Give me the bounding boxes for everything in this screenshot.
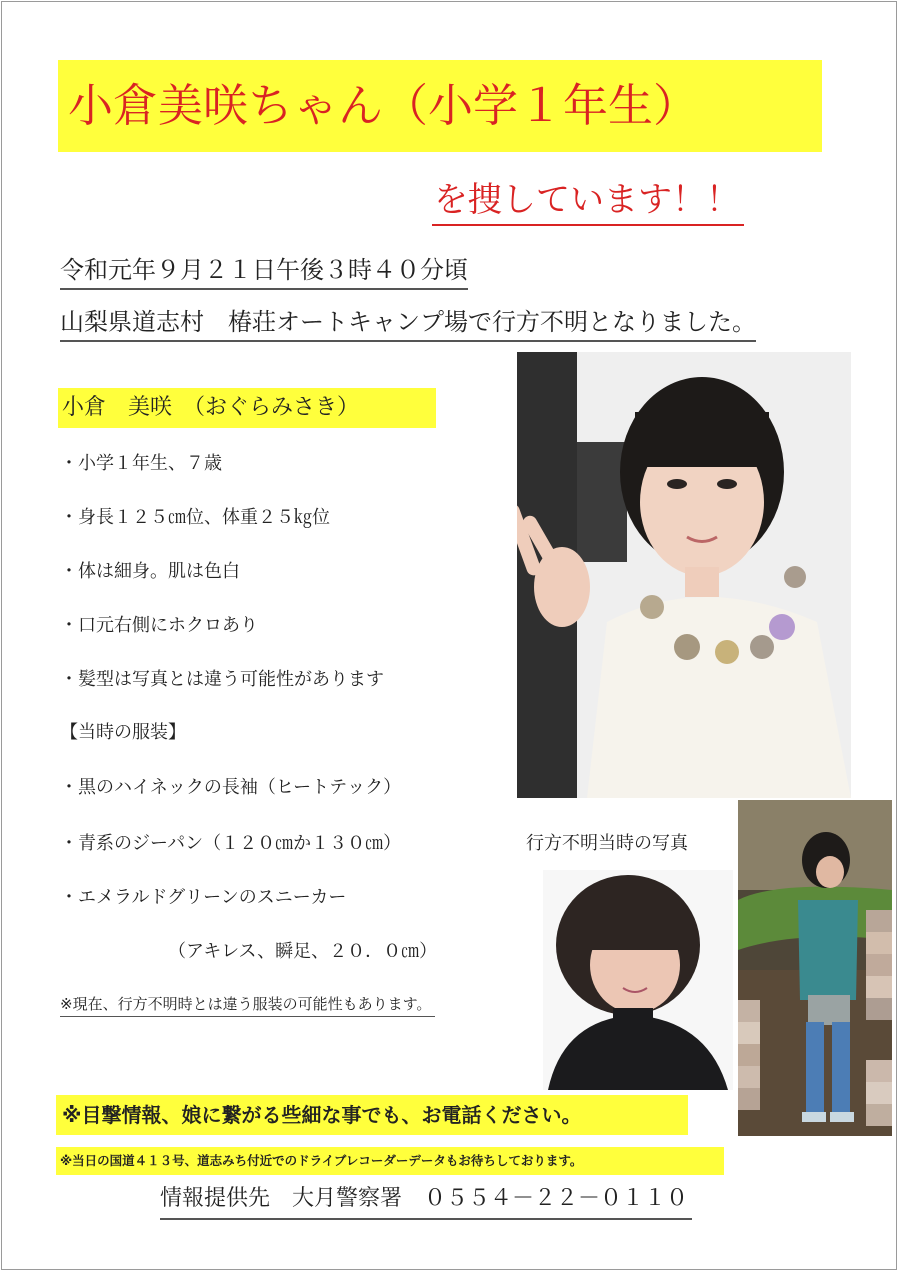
feature-item: ・身長１２５㎝位、体重２５㎏位 [60, 507, 330, 528]
poster-subtitle: を捜しています！！ [432, 176, 744, 226]
portrait-photo [517, 352, 851, 798]
clothing-item: ・青系のジーパン（１２０㎝か１３０㎝） [60, 833, 402, 854]
black-top-image [543, 870, 733, 1090]
feature-item: ・口元右側にホクロあり [60, 615, 258, 636]
clothing-header: 【当時の服装】 [60, 722, 186, 743]
clothing-item: ・エメラルドグリーンのスニーカー [60, 887, 347, 908]
photo-caption: 行方不明当時の写真 [526, 833, 688, 854]
sighting-callout: ※目撃情報、娘に繋がる些細な事でも、お電話ください。 [56, 1095, 688, 1135]
feature-item: ・髪型は写真とは違う可能性があります [60, 669, 384, 690]
clothing-item: （アキレス、瞬足、２０．０㎝） [168, 941, 438, 962]
feature-item: ・体は細身。肌は色白 [60, 561, 240, 582]
missing-datetime: 令和元年９月２１日午後３時４０分頃 [60, 252, 468, 290]
child-name: 小倉 美咲 （おぐらみさき） [58, 388, 436, 428]
forest-photo [738, 800, 892, 1136]
police-contact: 情報提供先 大月警察署 ０５５４－２２－０１１０ [160, 1180, 692, 1220]
feature-item: ・小学１年生、７歳 [60, 453, 222, 474]
portrait-image [517, 352, 851, 798]
drive-recorder-note: ※当日の国道４１３号、道志みち付近でのドライブレコーダーデータもお待ちしております。 [56, 1147, 724, 1175]
black-top-photo [543, 870, 733, 1090]
forest-image [738, 800, 892, 1136]
clothing-note: ※現在、行方不明時とは違う服装の可能性もあります。 [60, 992, 435, 1017]
poster-title: 小倉美咲ちゃん（小学１年生） [58, 60, 822, 152]
missing-location: 山梨県道志村 椿荘オートキャンプ場で行方不明となりました。 [60, 304, 756, 342]
clothing-item: ・黒のハイネックの長袖（ヒートテック） [60, 777, 402, 798]
